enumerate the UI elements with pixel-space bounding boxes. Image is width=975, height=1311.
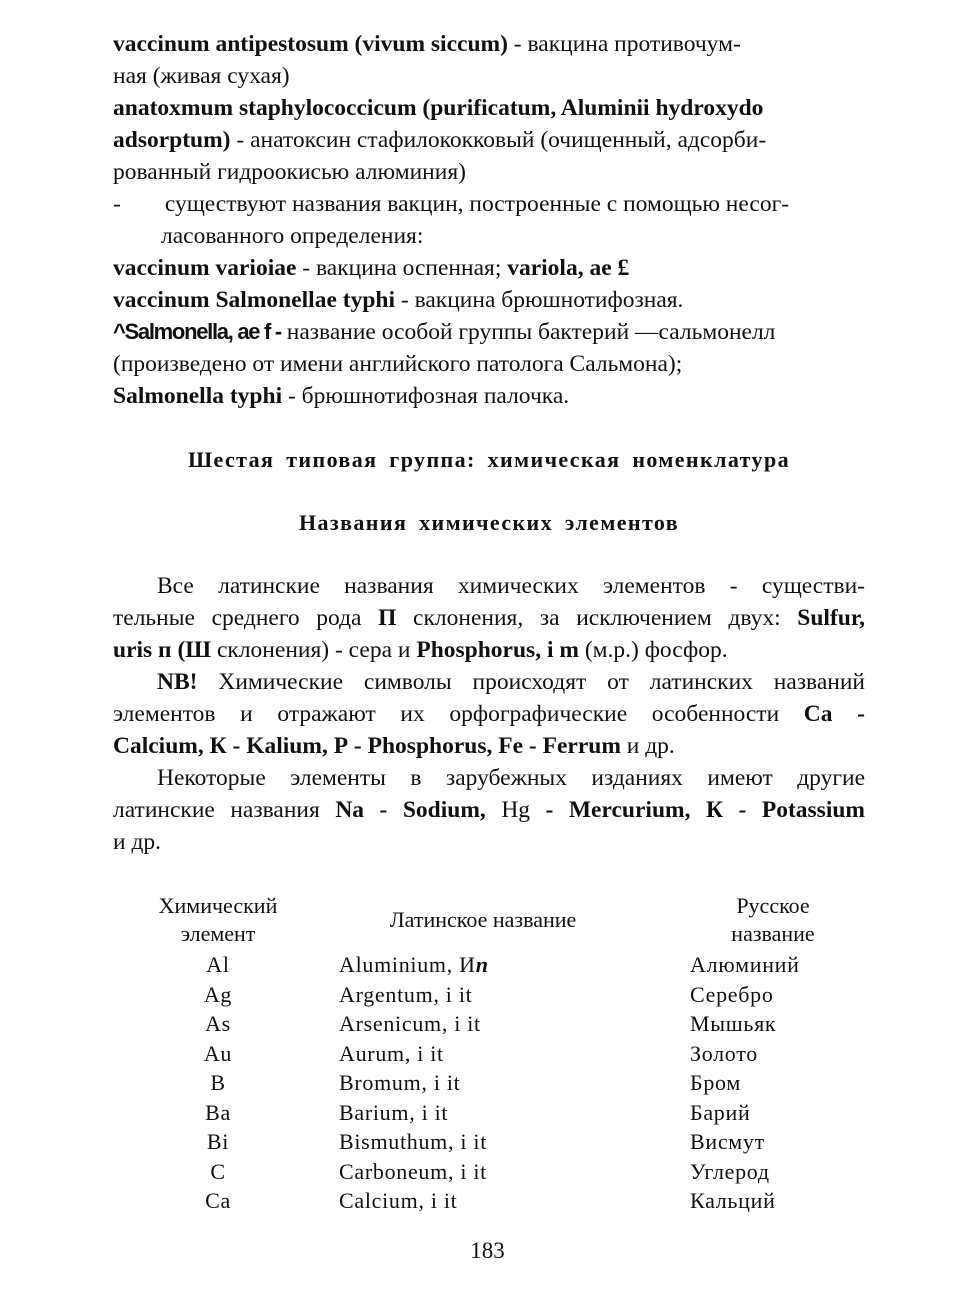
cell-symbol: As [205, 1011, 231, 1036]
cell-russian: Барий [690, 1099, 751, 1125]
cell-russian: Золото [690, 1040, 758, 1066]
cell-latin-text: Carboneum, i it [339, 1158, 487, 1184]
cell-russian: Бром [690, 1070, 741, 1095]
cell-symbol: Ca [205, 1188, 231, 1213]
cell-russian: Мышьяк [690, 1011, 777, 1036]
cell-latin-suffix: n [475, 952, 489, 977]
text-line: Некоторые элементы в зарубежных изданиях имеют другие [157, 765, 865, 791]
table-row [113, 1098, 873, 1128]
cell-russian: Висмут [690, 1129, 765, 1154]
cell-latin [339, 1039, 444, 1069]
cell-symbol: Bi [206, 1129, 230, 1154]
text-line: и др. [113, 829, 162, 855]
cell-latin-text: Bismuthum, i it [339, 1129, 488, 1154]
cell-latin [339, 1098, 448, 1128]
elements-table [113, 892, 873, 1216]
cell-latin [339, 1068, 460, 1098]
table-row [113, 950, 873, 980]
text-line: vaccinum Salmonellae typhi - вакцина брюшнотифозная. [113, 287, 684, 313]
table-row [113, 1157, 873, 1187]
table-body [113, 950, 873, 1216]
page-number: 183 [470, 1238, 505, 1263]
table-row [113, 1009, 873, 1039]
cell-latin [339, 1127, 487, 1157]
text-line: ^Salmonella, ae f - название особой группы бактерий —сальмонелл [113, 319, 776, 345]
cell-symbol: Al [206, 952, 230, 977]
cell-latin-text: Arsenicum, i it [339, 1011, 481, 1036]
cell-latin [339, 950, 489, 980]
text-line: uris п (Ш склонения) - сера и Phosphorus, i m (м.р.) фосфор. [113, 637, 728, 663]
cell-latin-text: Aluminium, И [339, 952, 476, 977]
text-line: латинские названия Na - Sodium, Hg - Mercurium, К - Potassium [113, 797, 865, 823]
text-line: элементов и отражают их орфографические особенности Са - [113, 701, 865, 727]
text-line: Salmonella typhi - брюшнотифозная палочка. [113, 383, 570, 409]
text-line: vaccinum antipestosum (vivum siccum) - вакцина противочум- [113, 31, 741, 57]
cell-russian: Кальций [690, 1188, 776, 1213]
text-line: ласованного определения: [161, 223, 424, 249]
cell-latin-text: Bromum, i it [339, 1070, 461, 1095]
table-row [113, 1068, 873, 1098]
table-header [113, 892, 873, 950]
table-row [113, 980, 873, 1010]
table-row [113, 1039, 873, 1069]
cell-latin [339, 1009, 481, 1039]
text-line: тельные среднего рода П склонения, за исключением двух: Sulfur, [113, 605, 865, 631]
text-line: (произведено от имени английского патолога Сальмона); [113, 351, 683, 377]
table-row [113, 1186, 873, 1216]
cell-latin-text: Calcium, i it [339, 1188, 458, 1213]
text-line: рованный гидроокисью алюминия) [113, 159, 466, 185]
cell-latin-text: Argentum, i it [339, 981, 473, 1007]
cell-latin [339, 1186, 457, 1216]
cell-russian: Углерод [690, 1158, 770, 1184]
page-text [113, 28, 865, 858]
table-row [113, 1127, 873, 1157]
text-line: NB! Химические символы происходят от латинских названий [157, 669, 865, 695]
subsection-heading: Названия химических элементов [298, 510, 680, 535]
header-latin: Латинское название [389, 907, 577, 932]
cell-symbol: B [210, 1070, 226, 1095]
cell-russian: Алюминий [690, 952, 800, 977]
header-element: Химический элемент [158, 893, 278, 946]
cell-latin-text: Aurum, i it [339, 1040, 444, 1066]
cell-symbol: Ag [203, 981, 233, 1007]
text-line: ная (живая сухая) [113, 63, 290, 89]
cell-latin [339, 980, 472, 1010]
text-line: anatoxmum staphylococcicum (purificatum, Aluminii hydroxydo [113, 95, 764, 121]
cell-russian: Серебро [690, 981, 774, 1007]
cell-symbol: Ba [205, 1099, 231, 1125]
text-line: - существуют названия вакцин, построенные с помощью несог- [113, 191, 790, 217]
text-line: vaccinum varioiae - вакцина оспенная; variola, ae £ [113, 255, 630, 281]
header-russian: Русское название [731, 893, 815, 946]
cell-symbol: Au [203, 1040, 233, 1066]
paragraph [113, 570, 865, 858]
text-line: Все латинские названия химических элементов - существи- [157, 573, 865, 599]
text-line: adsorptum) - анатоксин стафилококковый (очищенный, адсорби- [113, 127, 767, 153]
text-line: Calcium, К - Kalium, Р - Phosphorus, Fe - Ferrum и др. [113, 733, 675, 759]
cell-symbol: C [210, 1158, 226, 1184]
section-heading: Шестая типовая группа: химическая номенклатура [187, 447, 790, 472]
cell-latin [339, 1157, 487, 1187]
cell-latin-text: Barium, i it [339, 1099, 449, 1125]
